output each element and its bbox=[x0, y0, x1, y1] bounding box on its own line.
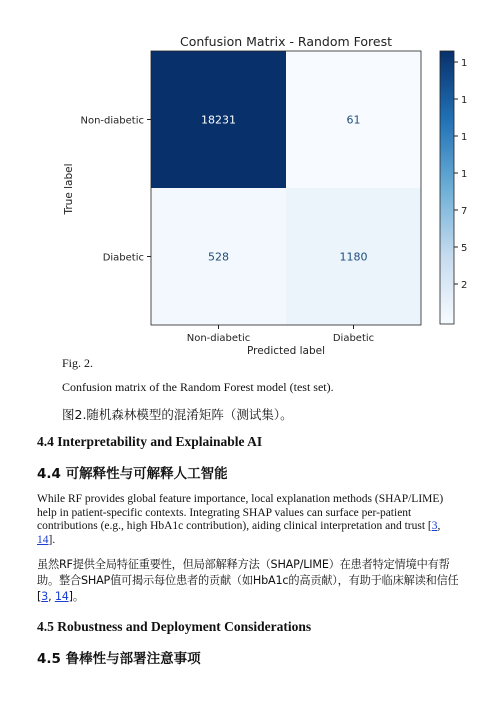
citation-separator: , bbox=[437, 520, 441, 532]
paragraph-en-text: While RF provides global feature importance, local explanation methods (SHAP/LIME) help in patient-specific contexts. Integrating SHAP values can surface per-patient contributions (e.g., high HbA1c contribution), aiding clinical interpretation and trust [ bbox=[37, 493, 444, 532]
citation-separator-cn: , bbox=[48, 590, 55, 603]
section-heading-en: 4.4 Interpretability and Explainable AI bbox=[37, 434, 263, 449]
citation-link-14[interactable]: 14 bbox=[37, 533, 49, 546]
figure-label: Fig. 2. bbox=[62, 356, 94, 370]
colorbar-tick-label: 1 bbox=[461, 169, 468, 180]
colorbar-tick-label: 7 bbox=[461, 206, 468, 217]
chart-title: Confusion Matrix - Random Forest bbox=[179, 34, 393, 49]
figure-caption-en: Confusion matrix of the Random Forest model (test set). bbox=[62, 380, 334, 394]
colorbar-tick-label: 1 bbox=[461, 132, 468, 143]
section-heading-cn: 4.4 可解释性与可解释人工智能 bbox=[37, 466, 228, 482]
x-tick-label: Diabetic bbox=[332, 333, 375, 344]
colorbar-tick-label: 2 bbox=[461, 280, 468, 291]
paragraph-en bbox=[37, 493, 461, 547]
cell-value-label: 18231 bbox=[201, 113, 236, 127]
paragraph-cn bbox=[37, 557, 461, 605]
cell-value-label: 528 bbox=[208, 250, 229, 264]
y-tick-label: Diabetic bbox=[102, 252, 144, 264]
x-tick-label: Non-diabetic bbox=[186, 333, 251, 344]
paragraph-cn-end: ]。 bbox=[68, 590, 84, 603]
cell-value-label: 1180 bbox=[339, 250, 368, 264]
paragraph-cn-text: 虽然RF提供全局特征重要性，但局部解释方法（SHAP/LIME）在患者特定情境中有帮助。整合SHAP值可揭示每位患者的贡献（如HbA1c的高贡献），有助于临床解读和信任[ bbox=[37, 558, 459, 603]
citation-link-3-cn[interactable]: 3 bbox=[41, 590, 49, 603]
y-axis-label: True label bbox=[63, 163, 75, 215]
colorbar-tick-label: 1 bbox=[461, 95, 468, 106]
citation-link-14-cn[interactable]: 14 bbox=[54, 590, 69, 603]
cell-value-label: 61 bbox=[346, 113, 361, 127]
paragraph-en-end: ]. bbox=[48, 533, 56, 546]
citation-link-3[interactable]: 3 bbox=[431, 520, 438, 532]
section-heading-45-en: 4.5 Robustness and Deployment Considerations bbox=[37, 619, 312, 634]
colorbar-tick-label: 1 bbox=[461, 58, 468, 69]
section-heading-45-cn: 4.5 鲁棒性与部署注意事项 bbox=[37, 651, 201, 667]
y-tick-label: Non-diabetic bbox=[80, 115, 144, 127]
figure-caption-cn: 图2.随机森林模型的混淆矩阵（测试集）。 bbox=[62, 407, 293, 422]
colorbar bbox=[440, 51, 454, 324]
x-axis-label: Predicted label bbox=[246, 345, 326, 357]
colorbar-tick-label: 5 bbox=[461, 243, 468, 254]
